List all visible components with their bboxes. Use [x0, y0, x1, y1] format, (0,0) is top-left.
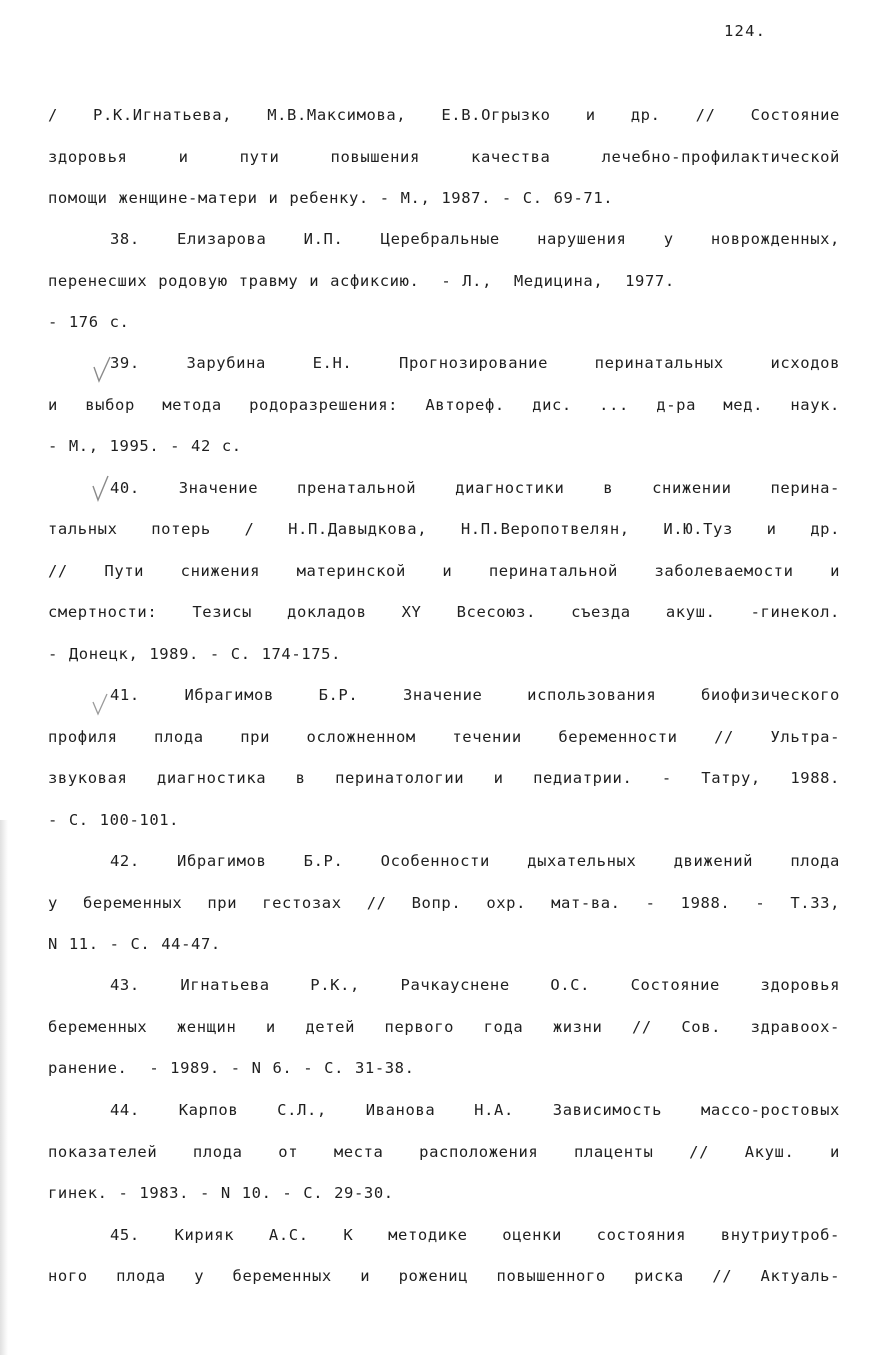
text-line: - Донецк, 1989. - С. 174-175.: [48, 645, 342, 663]
text-line: звуковая диагностика в перинатологии и педиатрии. - Татру, 1988.: [48, 769, 840, 787]
reference-42-line: 42. Ибрагимов Б.Р. Особенности дыхательных движений плода: [110, 852, 840, 870]
text-line: перенесших родовую травму и асфиксию. - Л., Медицина, 1977.: [48, 272, 675, 290]
text-line: смертности: Тезисы докладов XY Всесоюз. съезда акуш. -гинекол.: [48, 603, 840, 621]
text-line: гинек. - 1983. - N 10. - С. 29-30.: [48, 1184, 394, 1202]
reference-45-line: 45. Кирияк А.С. К методике оценки состояния внутриутроб-: [110, 1226, 840, 1244]
text-line: // Пути снижения материнской и перинатальной заболеваемости и: [48, 562, 840, 580]
text-line: и выбор метода родоразрешения: Автореф. дис. ... д-ра мед. наук.: [48, 396, 840, 414]
text-line: ного плода у беременных и рожениц повышенного риска // Актуаль-: [48, 1267, 840, 1285]
text-line: показателей плода от места расположения плаценты // Акуш. и: [48, 1143, 840, 1161]
reference-38-line: 38. Елизарова И.П. Церебральные нарушения у новрожденных,: [110, 230, 840, 248]
reference-39-line: 39. Зарубина Е.Н. Прогнозирование перинатальных исходов: [110, 354, 840, 372]
text-line: - С. 100-101.: [48, 811, 180, 829]
text-line: - М., 1995. - 42 с.: [48, 437, 242, 455]
text-line: ранение. - 1989. - N 6. - С. 31-38.: [48, 1059, 415, 1077]
reference-44-line: 44. Карпов С.Л., Иванова Н.А. Зависимость массо-ростовых: [110, 1101, 840, 1119]
handwritten-check-icon: [90, 474, 110, 502]
text-line: профиля плода при осложненном течении беременности // Ультра-: [48, 728, 840, 746]
reference-41-line: 41. Ибрагимов Б.Р. Значение использования биофизического: [110, 686, 840, 704]
reference-43-line: 43. Игнатьева Р.К., Рачкауснене О.С. Состояние здоровья: [110, 976, 840, 994]
page-number: 124.: [724, 22, 767, 40]
text-line: - 176 с.: [48, 313, 130, 331]
text-line: тальных потерь / Н.П.Давыдкова, Н.П.Веропотвелян, И.Ю.Туз и др.: [48, 520, 840, 538]
text-line: беременных женщин и детей первого года жизни // Сов. здравоох-: [48, 1018, 840, 1036]
handwritten-check-icon: [92, 355, 112, 383]
text-line: у беременных при гестозах // Вопр. охр. мат-ва. - 1988. - Т.33,: [48, 894, 840, 912]
handwritten-check-icon: [90, 688, 110, 716]
text-line: здоровья и пути повышения качества лечебно-профилактической: [48, 148, 840, 166]
text-line: / Р.К.Игнатьева, М.В.Максимова, Е.В.Огрызко и др. // Состояние: [48, 106, 840, 124]
text-line: N 11. - С. 44-47.: [48, 935, 221, 953]
text-line: помощи женщине-матери и ребенку. - М., 1987. - С. 69-71.: [48, 189, 614, 207]
scan-edge-shadow: [0, 820, 8, 1355]
reference-40-line: 40. Значение пренатальной диагностики в снижении перина-: [110, 479, 840, 497]
